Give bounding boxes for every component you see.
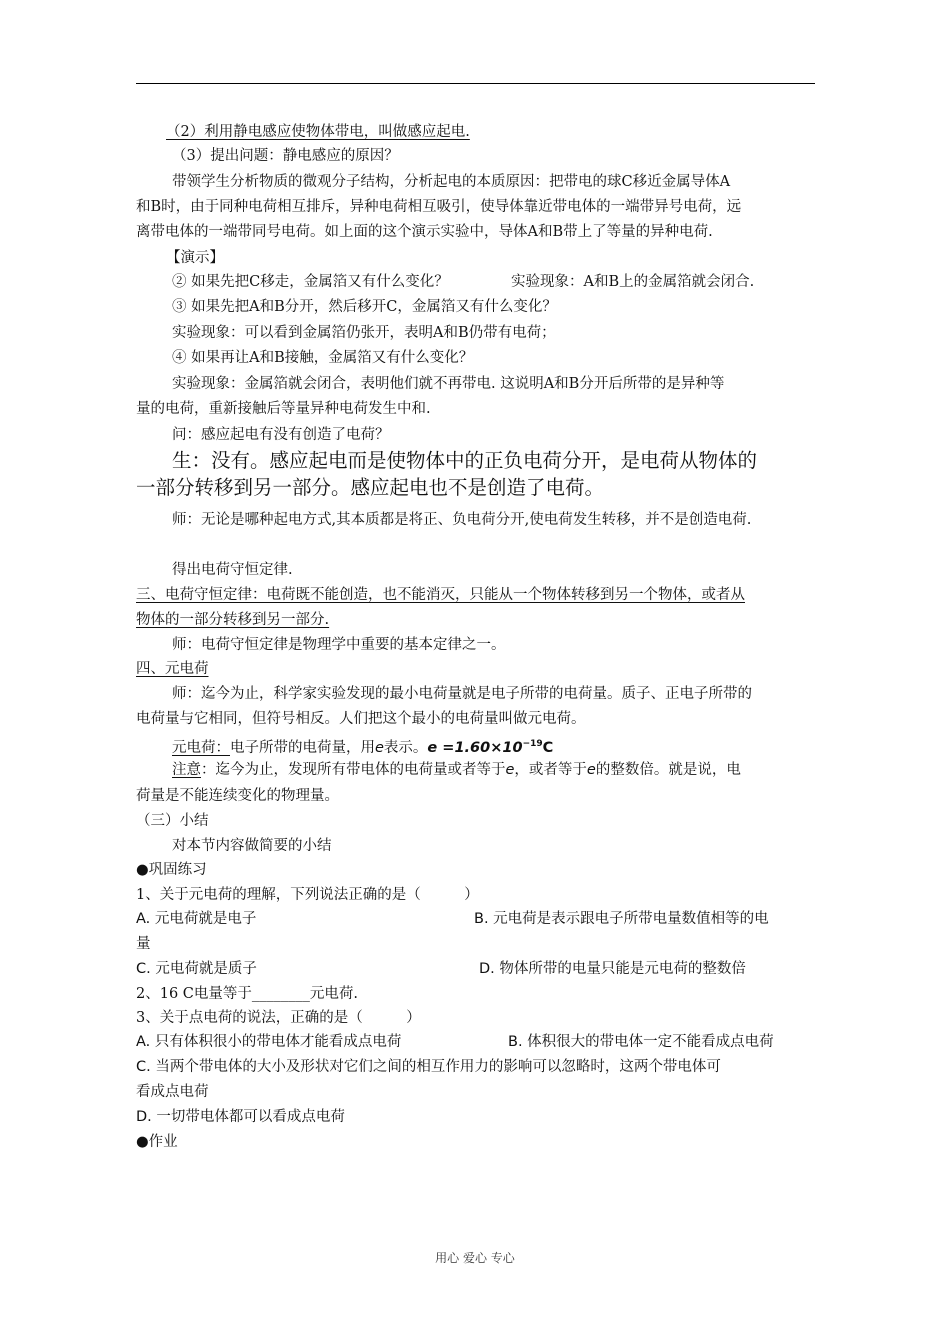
exercise-3-option-b: B. 体积很大的带电体一定不能看成点电荷 xyxy=(508,1034,774,1050)
formula-exponent: −19 xyxy=(522,739,543,749)
summary-text: 对本节内容做简要的小结 xyxy=(172,838,332,854)
practice-heading: ●巩固练习 xyxy=(136,862,207,878)
note-symbol-e-1: e xyxy=(505,762,515,778)
conservation-law-2: 物体的一部分转移到另一部分. xyxy=(136,612,330,628)
paragraph-analysis-2: 和B时，由于同种电荷相互排斥，异种电荷相互吸引，使导体靠近带电体的一端带异号电荷，远 xyxy=(136,199,742,215)
note-text-3: 的整数倍。就是说，电 xyxy=(595,762,741,778)
paragraph-question: （3）提出问题：静电感应的原因？ xyxy=(172,148,399,164)
formula-unit: C xyxy=(542,740,554,756)
symbol-e: e xyxy=(375,740,384,756)
elementary-charge-label: 元电荷： xyxy=(172,740,230,756)
note-label: 注意 xyxy=(172,762,201,778)
exercise-1-option-a: A. 元电荷就是电子 xyxy=(136,911,257,927)
demo-answer-3: 实验现象：可以看到金属箔仍张开，表明A和B仍带有电荷； xyxy=(172,325,556,341)
exercise-3: 3、关于点电荷的说法，正确的是（ ） xyxy=(136,1010,421,1026)
conclusion: 得出电荷守恒定律. xyxy=(172,562,293,578)
demo-question-4: ④ 如果再让A和B接触，金属箔又有什么变化？ xyxy=(172,350,474,366)
exercise-1-option-b-cont: 量 xyxy=(136,936,151,952)
exercise-1: 1、关于元电荷的理解，下列说法正确的是（ ） xyxy=(136,887,479,903)
exercise-1-option-b: B. 元电荷是表示跟电子所带电量数值相等的电 xyxy=(474,911,769,927)
demo-heading: 【演示】 xyxy=(166,250,224,266)
note-line-1 xyxy=(172,760,741,780)
teacher-remark-3b: 电荷量与它相同，但符号相反。人们把这个最小的电荷量叫做元电荷。 xyxy=(136,711,586,727)
exercise-3-option-c: C. 当两个带电体的大小及形状对它们之间的相互作用力的影响可以忽略时，这两个带电体可 xyxy=(136,1059,721,1075)
demo-question-3: ③ 如果先把A和B分开，然后移开C，金属箔又有什么变化？ xyxy=(172,299,557,315)
header-rule xyxy=(136,83,815,84)
paragraph-analysis-3: 离带电体的一端带同号电荷。如上面的这个演示实验中，导体A和B带上了等量的异种电荷. xyxy=(136,224,713,240)
elementary-charge-text-2: 表示。 xyxy=(383,740,428,756)
exercise-1-option-c: C. 元电荷就是质子 xyxy=(136,961,257,977)
teacher-remark-1: 师：无论是哪种起电方式,其本质都是将正、负电荷分开,使电荷发生转移，并不是创造电荷. xyxy=(172,512,752,528)
demo-answer-4b: 量的电荷，重新接触后等量异种电荷发生中和. xyxy=(136,401,431,417)
teacher-remark-3a: 师：迄今为止，科学家实验发现的最小电荷量就是电子所带的电荷量。质子、正电子所带的 xyxy=(172,686,752,702)
exercise-3-option-a: A. 只有体积很小的带电体才能看成点电荷 xyxy=(136,1034,402,1050)
exercise-2: 2、16 C电量等于________元电荷. xyxy=(136,986,358,1002)
paragraph-analysis-1: 带领学生分析物质的微观分子结构，分析起电的本质原因：把带电的球C移近金属导体A xyxy=(172,174,731,190)
section-4-heading: 四、元电荷 xyxy=(136,661,209,677)
student-answer-1: 生：没有。感应起电而是使物体中的正负电荷分开，是电荷从物体的 xyxy=(172,449,758,472)
note-symbol-e-2: e xyxy=(586,762,596,778)
page-footer: 用心 爱心 专心 xyxy=(435,1251,515,1265)
teacher-remark-2: 师：电荷守恒定律是物理学中重要的基本定律之一。 xyxy=(172,637,506,653)
paragraph-induction-def: （2）利用静电感应使物体带电，叫做感应起电. xyxy=(166,124,470,140)
summary-heading: （三）小结 xyxy=(136,813,209,829)
note-text-2: ，或者等于 xyxy=(514,762,587,778)
demo-answer-4a: 实验现象：金属箔就会闭合，表明他们就不再带电. 这说明A和B分开后所带的是异种等 xyxy=(172,376,725,392)
teacher-question: 问：感应起电有没有创造了电荷？ xyxy=(172,427,390,443)
formula-e-value: e =1.60×10 xyxy=(427,740,523,756)
homework-heading: ●作业 xyxy=(136,1134,178,1150)
conservation-law-1: 三、电荷守恒定律：电荷既不能创造，也不能消灭，只能从一个物体转移到另一个物体，或者从 xyxy=(136,587,745,603)
note-text-1: ：迄今为止，发现所有带电体的电荷量或者等于 xyxy=(201,762,506,778)
exercise-3-option-d: D. 一切带电体都可以看成点电荷 xyxy=(136,1109,345,1125)
elementary-charge-text: 电子所带的电荷量，用 xyxy=(230,740,375,756)
note-line-2: 荷量是不能连续变化的物理量。 xyxy=(136,788,339,804)
elementary-charge-line xyxy=(172,734,553,758)
demo-question-2: ② 如果先把C移走，金属箔又有什么变化？ xyxy=(172,274,449,290)
exercise-1-option-d: D. 物体所带的电量只能是元电荷的整数倍 xyxy=(479,961,746,977)
exercise-3-option-c-cont: 看成点电荷 xyxy=(136,1084,209,1100)
demo-answer-2: 实验现象：A和B上的金属箔就会闭合. xyxy=(511,274,755,290)
student-answer-2: 一部分转移到另一部分。感应起电也不是创造了电荷。 xyxy=(136,476,605,499)
